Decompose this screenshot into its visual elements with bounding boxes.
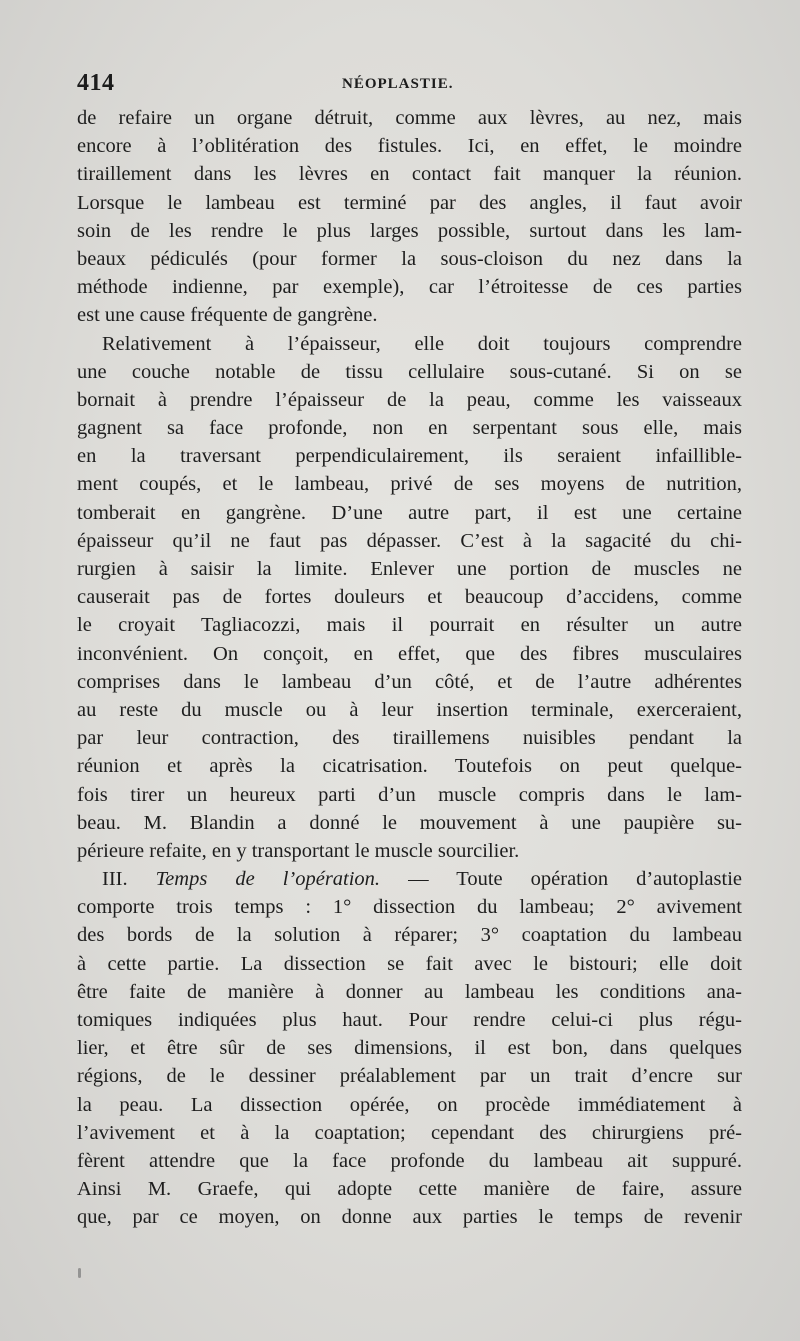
text-line: comporte trois temps : 1° dissection du lambeau; 2° avivement [77,896,742,919]
text-line: bornait à prendre l’épaisseur de la peau, comme les vaisseaux [77,388,742,411]
running-head [77,70,742,100]
text-line: une couche notable de tissu cellulaire sous-cutané. Si on se [77,360,742,383]
text-line: périeure refaite, en y transportant le muscle sourcilier. [77,839,520,862]
text-line: soin de les rendre le plus larges possible, surtout dans les lam- [77,219,742,242]
text-line: de refaire un organe détruit, comme aux lèvres, au nez, mais [77,107,742,129]
text-line: épaisseur qu’il ne faut pas dépasser. C’est à la sagacité du chi- [77,529,742,552]
text-line: réunion et après la cicatrisation. Toutefois on peut quelque- [77,755,742,778]
section-text: — Toute opération d’autoplastie [380,868,742,891]
text-line: beaux pédiculés (pour former la sous-cloison du nez dans la [77,247,742,270]
text-line: tiraillement dans les lèvres en contact fait manquer la réunion. [77,163,742,186]
text-line: régions, de le dessiner préalablement par un trait d’encre sur [77,1065,742,1088]
text-line: à cette partie. La dissection se fait avec le bistouri; elle doit [77,952,742,975]
text-line: Relativement à l’épaisseur, elle doit toujours comprendre [102,332,742,355]
body-text [77,104,742,1232]
text-line: en la traversant perpendiculairement, ils seraient infaillible- [77,445,742,468]
text-line: lier, et être sûr de ses dimensions, il est bon, dans quelques [77,1037,742,1060]
paper-speck [78,1268,81,1278]
text-line: ment coupés, et le lambeau, privé de ses moyens de nutrition, [77,473,742,496]
text-line: que, par ce moyen, on donne aux parties le temps de revenir [77,1206,742,1229]
text-line: tomiques indiquées plus haut. Pour rendre celui-ci plus régu- [77,1009,742,1031]
section-number: III. [102,868,156,891]
page-number: 414 [77,70,115,96]
text-line: encore à l’oblitération des fistules. Ici, en effet, le moindre [77,135,742,158]
text-line: fois tirer un heureux parti d’un muscle compris dans le lam- [77,783,742,806]
text-line: causerait pas de fortes douleurs et beaucoup d’accidens, comme [77,586,742,609]
text-line: Lorsque le lambeau est terminé par des angles, il faut avoir [77,191,742,214]
text-line: l’avivement et à la coaptation; cependant des chirurgiens pré- [77,1121,742,1144]
text-line: au reste du muscle ou à leur insertion terminale, exerceraient, [77,698,742,721]
text-line: gagnent sa face profonde, non en serpentant sous elle, mais [77,417,742,440]
text-line: comprises dans le lambeau d’un côté, et de l’autre adhérentes [77,670,742,693]
text-line: par leur contraction, des tiraillemens nuisibles pendant la [77,727,742,750]
text-line: fèrent attendre que la face profonde du lambeau ait suppuré. [77,1149,742,1172]
text-line: des bords de la solution à réparer; 3° coaptation du lambeau [77,924,742,947]
text-line: tomberait en gangrène. D’une autre part, il est une certaine [77,501,742,524]
text-line [77,865,742,893]
text-line: Ainsi M. Graefe, qui adopte cette manière de faire, assure [77,1178,742,1201]
section-heading: Temps de l’opération. [155,868,381,891]
text-line: rurgien à saisir la limite. Enlever une portion de muscles ne [77,558,742,580]
text-line: est une cause fréquente de gangrène. [77,304,378,327]
text-line: la peau. La dissection opérée, on procède immédiatement à [77,1093,742,1116]
text-line: inconvénient. On conçoit, en effet, que des fibres musculaires [77,642,742,665]
text-line: méthode indienne, par exemple), car l’étroitesse de ces parties [77,276,742,299]
running-title: NÉOPLASTIE. [342,76,454,92]
text-line: beau. M. Blandin a donné le mouvement à une paupière su- [77,811,742,834]
text-line: être faite de manière à donner au lambeau les conditions ana- [77,980,742,1003]
text-line: le croyait Tagliacozzi, mais il pourrait en résulter un autre [77,614,742,637]
